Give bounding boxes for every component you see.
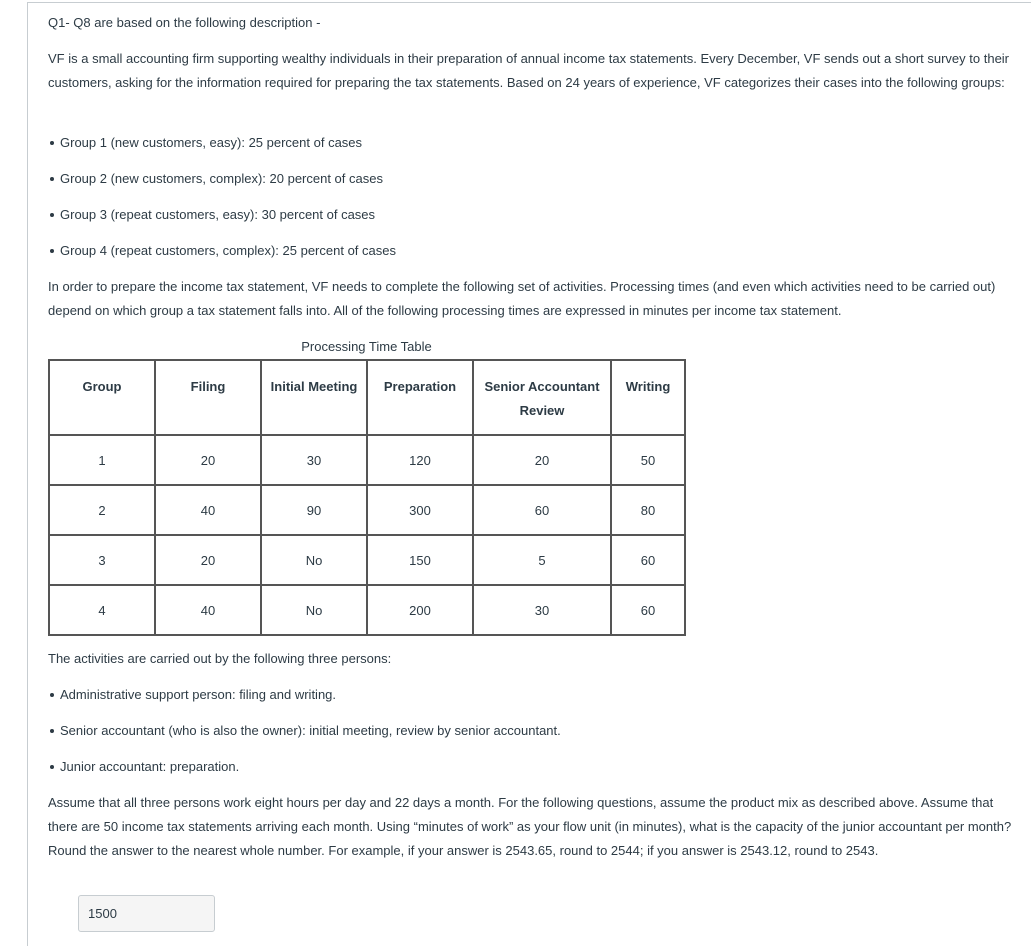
table-cell: 20	[155, 435, 261, 485]
question-description: VF is a small accounting firm supporting wealthy individuals in their preparation of annual income tax statements. Every December, VF sends out a short survey to their customers, asking for the information required for preparing the tax statements. Based on 24 years of experience, VF categorizes their cases into the following groups:	[48, 51, 1010, 90]
table-cell: 3	[49, 535, 155, 585]
table-cell: No	[261, 535, 367, 585]
table-cell: 40	[155, 485, 261, 535]
table-cell: 20	[155, 535, 261, 585]
table-cell: 60	[611, 535, 685, 585]
table-cell: 300	[367, 485, 473, 535]
bullet-dot	[50, 141, 54, 145]
group-text: Group 1 (new customers, easy): 25 percent of cases	[60, 135, 363, 150]
group-text: Group 3 (repeat customers, easy): 30 percent of cases	[60, 207, 376, 222]
table-cell: 40	[155, 585, 261, 635]
table-cell: 5	[473, 535, 611, 585]
table-cell: 120	[367, 435, 473, 485]
activities-intro: In order to prepare the income tax statement, VF needs to complete the following set of activities. Processing times (and even which activities need to be carried out) depend on which group a tax statement falls into. All of the following processing times are expressed in minutes per income tax statement.	[48, 279, 996, 318]
table-cell: 30	[261, 435, 367, 485]
group-text: Group 4 (repeat customers, complex): 25 percent of cases	[60, 243, 396, 258]
persons-intro	[48, 647, 391, 671]
question-header: Q1- Q8 are based on the following description -	[48, 15, 321, 30]
bullet-dot	[50, 177, 54, 181]
table-cell: 80	[611, 485, 685, 535]
table-cell: 60	[473, 485, 611, 535]
group-bullet-4	[48, 239, 396, 263]
table-cell: 60	[611, 585, 685, 635]
table-cell: 4	[49, 585, 155, 635]
person-bullet-1	[48, 683, 336, 707]
table-cell: 30	[473, 585, 611, 635]
bullet-dot	[50, 693, 54, 697]
person-bullet-2	[48, 719, 561, 743]
table-cell: 50	[611, 435, 685, 485]
bullet-dot	[50, 249, 54, 253]
header-cell-senior-review: Senior Accountant Review	[473, 360, 611, 435]
header-cell-initial-meeting: Initial Meeting	[261, 360, 367, 435]
table-cell: 1	[49, 435, 155, 485]
table-cell: 150	[367, 535, 473, 585]
group-text: Group 2 (new customers, complex): 20 percent of cases	[60, 171, 383, 186]
table-caption: Processing Time Table	[301, 339, 432, 354]
person-bullet-3	[48, 755, 239, 779]
bullet-dot	[50, 213, 54, 217]
table-cell: 200	[367, 585, 473, 635]
table-header-row	[49, 360, 685, 435]
header-cell-writing: Writing	[611, 360, 685, 435]
group-bullet-2	[48, 167, 383, 191]
person-text: Senior accountant (who is also the owner): initial meeting, review by senior accountant.	[60, 723, 561, 738]
table-cell: 20	[473, 435, 611, 485]
group-bullet-3	[48, 203, 375, 227]
table-row	[49, 435, 685, 485]
header-cell-preparation: Preparation	[367, 360, 473, 435]
bullet-dot	[50, 729, 54, 733]
bullet-dot	[50, 765, 54, 769]
table-cell: No	[261, 585, 367, 635]
person-text: Administrative support person: filing and writing.	[60, 687, 337, 702]
group-bullet-1	[48, 131, 362, 155]
table-row	[49, 585, 685, 635]
table-cell: 2	[49, 485, 155, 535]
person-text: Junior accountant: preparation.	[60, 759, 240, 774]
question-prompt: Assume that all three persons work eight hours per day and 22 days a month. For the following questions, assume the product mix as described above. Assume that there are 50 income tax statements arriving each month. Using “minutes of work” as your flow unit (in minutes), what is the capacity of the junior accountant per month? Round the answer to the nearest whole number. For example, if your answer is 2543.65, round to 2544; if you answer is 2543.12, round to 2543.	[48, 795, 1012, 858]
table-cell: 90	[261, 485, 367, 535]
header-cell-filing: Filing	[155, 360, 261, 435]
header-cell-group: Group	[49, 360, 155, 435]
processing-time-table	[48, 359, 686, 636]
table-row	[49, 485, 685, 535]
table-row	[49, 535, 685, 585]
persons-intro-text: The activities are carried out by the following three persons:	[48, 651, 392, 666]
answer-input[interactable]: 1500	[78, 895, 215, 932]
